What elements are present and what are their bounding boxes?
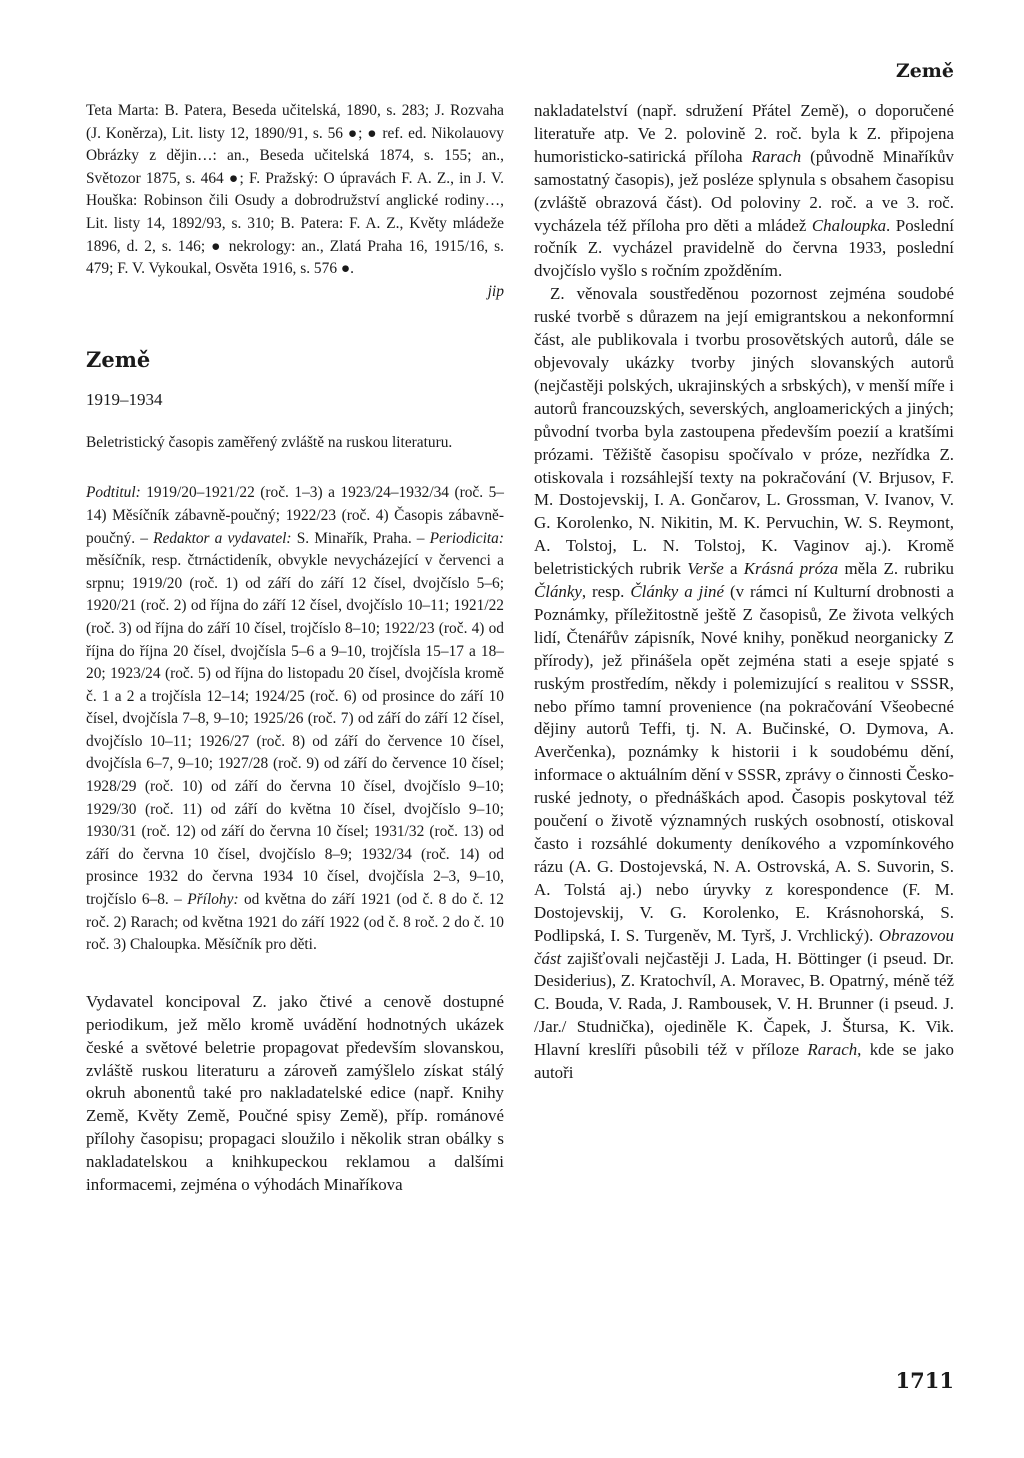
italic-title: Rarach: [807, 1040, 858, 1060]
right-paragraph-1: [534, 100, 954, 283]
editor-text: S. Minařík, Praha. –: [291, 529, 430, 547]
entry-years: 1919–1934: [86, 389, 163, 409]
subtitle-label: Podtitul:: [86, 484, 141, 502]
text-run: (původně Minaříkův samostatný časopis), jež posléze splynula s obsahem časopisu (zvláště obrazová část). Od poloviny 2. roč. a ve 3. roč. vycházela též příloha pro děti a mládež: [534, 146, 955, 235]
right-column: [534, 100, 954, 1085]
page-number: 1711: [895, 1368, 954, 1393]
editor-label: Redaktor a vydavatel:: [153, 529, 292, 547]
italic-title: Verše: [687, 559, 724, 579]
running-head: Země: [895, 60, 954, 82]
italic-title: Obrazovou část: [534, 925, 954, 968]
entry-body-paragraph: Vydavatel koncipoval Z. jako čtivé a cenově dostupné periodikum, jež mělo kromě uvádění hodnotných ukázek české a světové beletrie propagovat především slovanskou, zvláště ruskou literaturu a zároveň zamýšlelo získat stálý okruh abonentů také pro nakladatelské edice (např. Knihy Země, Květy Země, Poučné spisy Země), příp. románové přílohy časopisu; propagaci sloužilo i několik stran obálky s nakladatelskou a knihkupeckou reklamou a dalšími informacemi, zejména o výhodách Minaříkova: [86, 991, 504, 1195]
text-run: měla Z. rubriku: [838, 559, 955, 579]
text-run: , kde se jako autoři: [534, 1040, 954, 1083]
text-run: (v rámci ní Kulturní drobnosti a Poznámky, příležitostně ještě Z časopisů, Ze života velkých lidí, Čtenářův zápisník, Nové knihy, poněkud neorganicky Z přírody), jež přinášela opět zejména stati a eseje spjaté s ruským prostředím, někdy i polemizující s realitou v SSSR, nebo přímo tamní provenience (na pokračování Všeobecné dějiny autorů Teffi, tj. N. A. Bučinské, O. Dymova, A. Averčenka), poznámky k historii i k soudobému dění, informace o aktuálním dění v SSSR, zprávy o činnosti Česko-ruské jednoty, o přednáškách apod. Časopis poskytoval též poučení o životě významných ruských osobností, otiskoval často i rozsáhlé dokumenty deníkového a vzpomínkového rázu (A. G. Dostojevská, N. A. Ostrovská, A. S. Suvorin, S. A. Tolstá aj.) nebo úryvky z korespondence (F. M. Dostojevskij, V. G. Korolenko, E. Krásnohorská, S. Podlipská, I. S. Turgeněv, M. Tyrš, J. Vrchlický).: [534, 582, 955, 945]
entry-description: Beletristický časopis zaměřený zvláště na ruskou literaturu.: [86, 433, 453, 451]
right-paragraph-2: [534, 283, 954, 1085]
periodicity-text: měsíčník, resp. čtrnáctideník, obvykle nevycházející v červenci a srpnu; 1919/20 (roč. 1) od září do září 12 čísel, dvojčíslo 5–6; 1920/21 (roč. 2) od října do září 12 čísel, dvojčíslo 10–11; 1921/22 (roč. 3) od října do září 10 čísel, trojčíslo 8–10; 1922/23 (roč. 4) od října do října 20 čísel, dvojčísla 5–6 a 9–10, trojčísla 15–17 a 18–20; 1923/24 (roč. 5) od října do listopadu 20 čísel, dvojčísla kromě č. 1 a 2 a trojčísla 12–14; 1924/25 (roč. 6) od prosince do září 10 čísel, dvojčísla 7–8, 9–10; 1925/26 (roč. 7) od září do září 12 čísel, dvojčíslo 10–11; 1926/27 (roč. 8) od září do července 10 čísel, dvojčísla 6–7, 9–10; 1927/28 (roč. 9) od září do července 10 čísel; 1928/29 (roč. 10) od září do června 10 čísel, dvojčíslo 9–10; 1929/30 (roč. 11) od září do května 10 čísel, dvojčíslo 9–10; 1930/31 (roč. 12) od září do června 10 čísel; 1931/32 (roč. 13) od září do června 10 čísel, dvojčíslo 8–9; 1932/34 (roč. 14) od prosince 1932 do června 1934 10 čísel, dvojčísla 2–3, 9–10, trojčíslo 6–8. –: [86, 552, 504, 909]
left-column: [86, 100, 504, 1197]
supplements-text: od května do září 1921 (od č. 8 do č. 12 roč. 2) Rarach; od května 1921 do září 1922 (od č. 8 roč. 2 do č. 10 roč. 3) Chaloupka. Měsíčník pro děti.: [86, 891, 504, 954]
italic-title: Rarach: [751, 146, 802, 166]
text-run: . Poslední ročník Z. vycházel pravidelně do června 1933, poslední dvojčíslo vyšlo s ročním zpožděním.: [534, 215, 954, 281]
author-signature: jip: [487, 282, 504, 300]
text-run: nakladatelství (např. sdružení Přátel Země), o doporučené literatuře atp. Ve 2. polovině 2. roč. byla k Z. připojena humoristicko-satirická příloha: [534, 101, 954, 166]
supplements-label: Přílohy:: [187, 891, 239, 909]
text-run: , resp.: [581, 582, 631, 602]
italic-title: Chaloupka: [811, 215, 887, 235]
bibliographic-data: [86, 482, 504, 956]
previous-entry-references: Teta Marta: B. Patera, Beseda učitelská, 1890, s. 283; J. Rozvaha (J. Koněrza), Lit. listy 12, 1890/91, s. 56 ●; ● ref. ed. Nikolauovy Obrázky z dějin…: an., Beseda učitelská 1874, s. 155; an., Světozor 1875, s. 464 ●; F. Pražský: O úpravách F. A. Z., in J. V. Houška: Robinson čili Osudy a dobrodružství anglické rodiny…, Lit. listy 14, 1892/93, s. 310; B. Patera: F. A. Z., Květy mládeže 1896, d. 2, s. 146; ● nekrology: an., Zlatá Praha 16, 1915/16, s. 479; F. V. Vykoukal, Osvěta 1916, s. 576 ●.: [86, 102, 504, 278]
periodicity-label: Periodicita:: [429, 529, 504, 547]
italic-title: Články a jiné: [630, 582, 724, 602]
text-run: Z. věnovala soustředěnou pozornost zejména soudobé ruské tvorbě s důrazem na její emigrantskou a nekonformní část, ale publikovala i tvorbu prosovětských autorů, dále se objevovaly ukázky tvorby jiných slovanských autorů (nejčastěji polských, ukrajinských a srbských), v menší míře i autorů francouzských, severských, angloamerických a jiných; původní tvorba byla zastoupena především poezií a kratšími prózami. Těžiště časopisu spočívalo v próze, nezřídka Z. otiskovala i rozsáhlejší texty na pokračování (V. Brjusov, F. M. Dostojevskij, I. A. Gončarov, L. Grossman, V. Ivanov, V. G. Korolenko, N. Nikitin, M. K. Pervuchin, W. S. Reymont, A. Tolstoj, L. N. Tolstoj, K. Vaginov aj.). Kromě beletristických rubrik: [534, 284, 954, 579]
text-run: a: [723, 559, 744, 579]
text-run: zajišťovali nejčastěji J. Lada, H. Böttinger (i pseud. Dr. Desiderius), Z. Kratochvíl, A. Moravec, B. Opatrný, méně též C. Bouda, V. Rada, J. Rambousek, V. H. Brunner (i pseud. J. /Jar./ Studnička), ojediněle K. Čapek, J. Štursa, K. Vik. Hlavní kreslíři působili též v příloze: [534, 948, 954, 1060]
italic-title: Krásná próza: [743, 559, 839, 579]
subtitle-text: 1919/20–1921/22 (roč. 1–3) a 1923/24–1932/34 (roč. 5–14) Měsíčník zábavně-poučný; 1922/23 (roč. 4) Časopis zábavně-poučný. –: [86, 484, 504, 547]
entry-title: Země: [86, 346, 151, 372]
italic-title: Články: [534, 582, 582, 602]
